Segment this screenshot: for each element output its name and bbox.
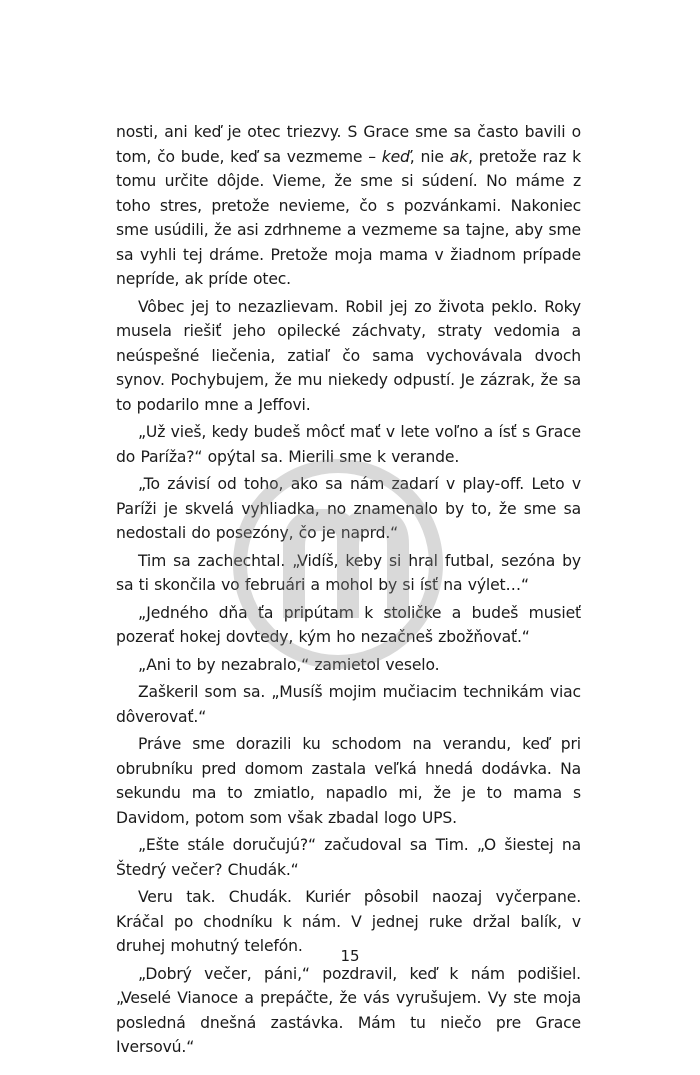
paragraph: nosti, ani keď je otec triezvy. S Grace sme sa často bavili o tom, čo bude, keď sa vezmeme – keď, nie ak, pretože raz k tomu určite dôjde. Vieme, že sme si súdení. No máme z toho stres, pretože nevieme, čo s pozvánkami. Nakoniec sme usúdili, že asi zdrhneme a vezmeme sa tajne, aby sme sa vyhli tej dráme. Pretože moja mama v žiadnom prípade nepríde, ak príde otec.: [116, 123, 582, 288]
paragraph: Vôbec jej to nezazlievam. Robil jej zo života peklo. Roky musela riešiť jeho opilecké záchvaty, straty vedomia a neúspešné liečenia, zatiaľ čo sama vychovávala dvoch synov. Pochybujem, že mu niekedy odpustí. Je zázrak, že sa to podarilo mne a Jeffovi.: [116, 297, 581, 414]
body-text: [116, 120, 581, 1060]
paragraph: Veru tak. Chudák. Kuriér pôsobil naozaj vyčerpane. Kráčal po chodníku k nám. V jednej ruke držal balík, v druhej mohutný telefón.: [116, 888, 581, 955]
paragraph: „Dobrý večer, páni,“ pozdravil, keď k nám podišiel. „Veselé Vianoce a prepáčte, že vás vyrušujem. Vy ste moja posledná dnešná zastávka. Mám tu niečo pre Grace Iversovú.“: [116, 964, 581, 1056]
paragraph: „Jedného dňa ťa pripútam k stoličke a budeš musieť pozerať hokej dovtedy, kým ho nezačneš zbožňovať.“: [116, 603, 581, 646]
paragraph: Zaškeril som sa. „Musíš mojim mučiacim technikám viac dôverovať.“: [116, 683, 581, 726]
paragraph: „To závisí od toho, ako sa nám zadarí v play-off. Leto v Paríži je skvelá vyhliadka, no znamenalo by to, že sme sa nedostali do posezóny, čo je naprd.“: [116, 475, 581, 542]
paragraph: „Ani to by nezabralo,“ zamietol veselo.: [138, 655, 440, 674]
paragraph: „Ešte stále doručujú?“ začudoval sa Tim. „O šiestej na Štedrý večer? Chudák.“: [116, 836, 581, 879]
paragraph: „Už vieš, kedy budeš môcť mať v lete voľno a ísť s Grace do Paríža?“ opýtal sa. Mierili sme k verande.: [116, 423, 581, 466]
paragraph: Tim sa zachechtal. „Vidíš, keby si hral futbal, sezóna by sa ti skončila vo februári a mohol by si ísť na výlet…“: [116, 551, 581, 594]
page-number: 15: [340, 947, 360, 965]
paragraph: Práve sme dorazili ku schodom na verandu, keď pri obrubníku pred domom zastala veľká hnedá dodávka. Na sekundu ma to zmiatlo, napadlo mi, že je to mama s Davidom, potom som však zbadal logo UPS.: [116, 735, 581, 827]
